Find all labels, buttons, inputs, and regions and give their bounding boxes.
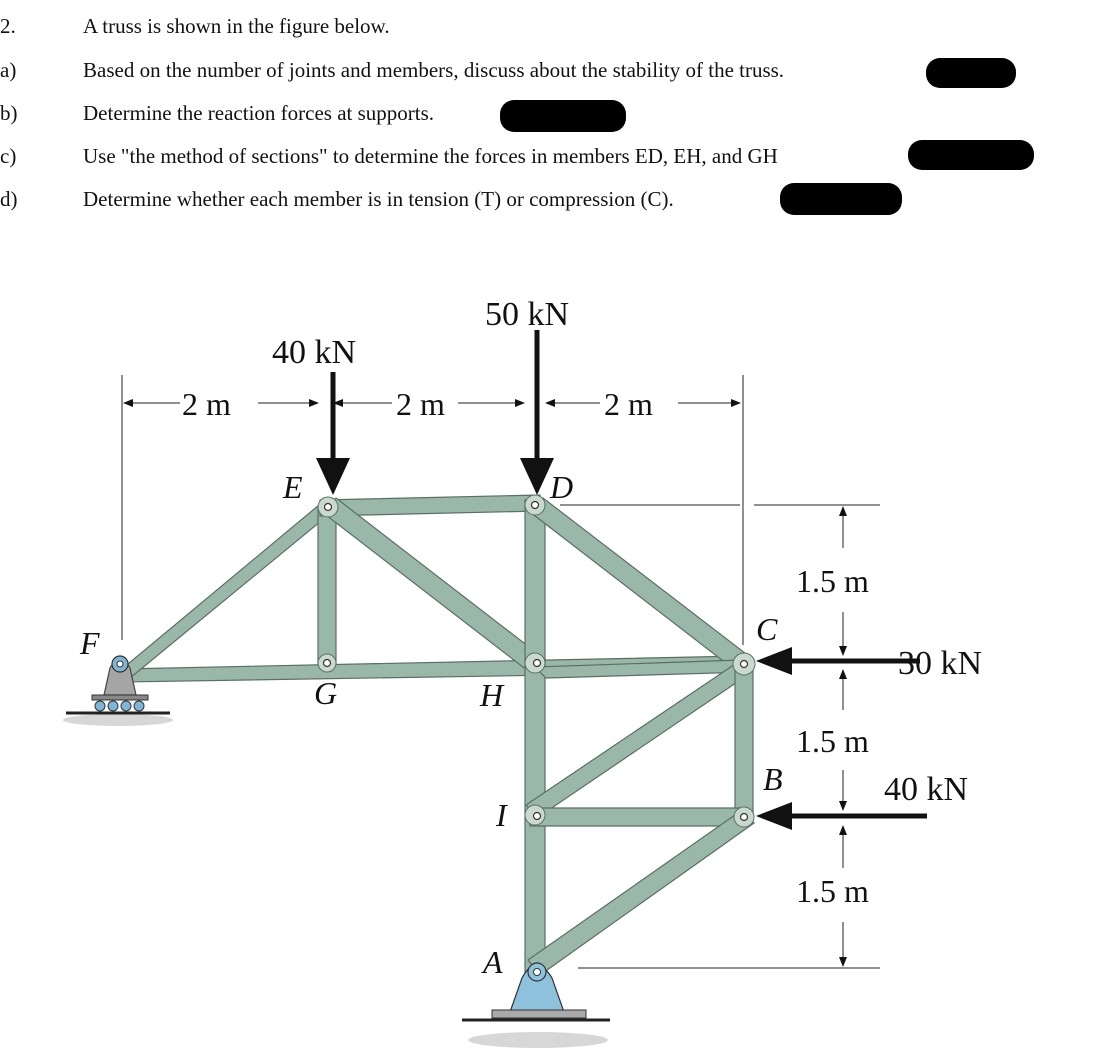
load-label-c: 30 kN bbox=[898, 645, 983, 682]
dim-label-rise-3: 1.5 m bbox=[796, 873, 869, 909]
member-ab bbox=[528, 810, 754, 975]
ground-shadow-f bbox=[63, 714, 173, 726]
joint-label-i: I bbox=[496, 797, 507, 833]
support-f bbox=[66, 656, 170, 713]
joint-label-a: A bbox=[483, 944, 503, 980]
joint-label-d: D bbox=[550, 469, 574, 505]
member-ic bbox=[526, 660, 752, 818]
roller bbox=[121, 701, 131, 711]
part-label: b) bbox=[0, 101, 18, 125]
truss-members bbox=[120, 495, 754, 975]
load-arrow-e-head bbox=[316, 458, 350, 495]
dim-label-span-2: 2 m bbox=[396, 386, 445, 422]
part-text: Use "the method of sections" to determine the forces in members ED, EH, and GH bbox=[83, 144, 778, 168]
pin-e bbox=[325, 504, 332, 511]
pin-c bbox=[741, 661, 748, 668]
roller bbox=[108, 701, 118, 711]
support-a-pin-hole bbox=[534, 969, 541, 976]
problem-number: 2. bbox=[0, 14, 16, 38]
part-text: Determine whether each member is in tension (T) or compression (C). bbox=[83, 187, 674, 211]
support-a-plate bbox=[492, 1010, 586, 1018]
roller bbox=[95, 701, 105, 711]
pin-g bbox=[324, 660, 331, 667]
member-ib bbox=[530, 808, 748, 826]
load-arrow-c-head bbox=[756, 647, 792, 675]
joint-label-h: H bbox=[480, 677, 504, 713]
member-cb bbox=[735, 665, 753, 820]
support-f-pin-hole bbox=[117, 661, 123, 667]
part-label: a) bbox=[0, 58, 17, 82]
load-label-d: 50 kN bbox=[485, 296, 570, 333]
dim-label-rise-1: 1.5 m bbox=[796, 563, 869, 599]
roller bbox=[134, 701, 144, 711]
pin-i bbox=[534, 813, 541, 820]
member-fe bbox=[122, 500, 332, 678]
member-dc bbox=[530, 498, 754, 674]
joint-label-b: B bbox=[763, 761, 783, 797]
load-label-b: 40 kN bbox=[884, 771, 969, 808]
load-arrow-b-head bbox=[756, 802, 792, 830]
part-text: Determine the reaction forces at supports. bbox=[83, 101, 435, 125]
pin-b bbox=[741, 814, 748, 821]
dim-label-span-3: 2 m bbox=[604, 386, 653, 422]
joint-label-c: C bbox=[756, 611, 778, 647]
pin-h bbox=[534, 660, 541, 667]
part-label: c) bbox=[0, 144, 17, 168]
part-text: Based on the number of joints and members, discuss about the stability of the truss. bbox=[83, 58, 785, 82]
support-f-plate bbox=[92, 695, 148, 700]
load-arrow-d-head bbox=[520, 458, 554, 495]
member-eh bbox=[322, 498, 546, 674]
ground-shadow-a bbox=[468, 1032, 608, 1048]
member-dha bbox=[525, 500, 545, 972]
member-eg bbox=[318, 508, 336, 664]
joint-label-e: E bbox=[283, 469, 303, 505]
pin-d bbox=[532, 502, 539, 509]
problem-intro: A truss is shown in the figure below. bbox=[83, 14, 390, 38]
load-label-e: 40 kN bbox=[272, 334, 357, 371]
joint-label-g: G bbox=[314, 675, 338, 711]
dim-label-rise-2: 1.5 m bbox=[796, 723, 869, 759]
joint-label-f: F bbox=[80, 625, 100, 661]
part-label: d) bbox=[0, 187, 18, 211]
dim-label-span-1: 2 m bbox=[182, 386, 231, 422]
